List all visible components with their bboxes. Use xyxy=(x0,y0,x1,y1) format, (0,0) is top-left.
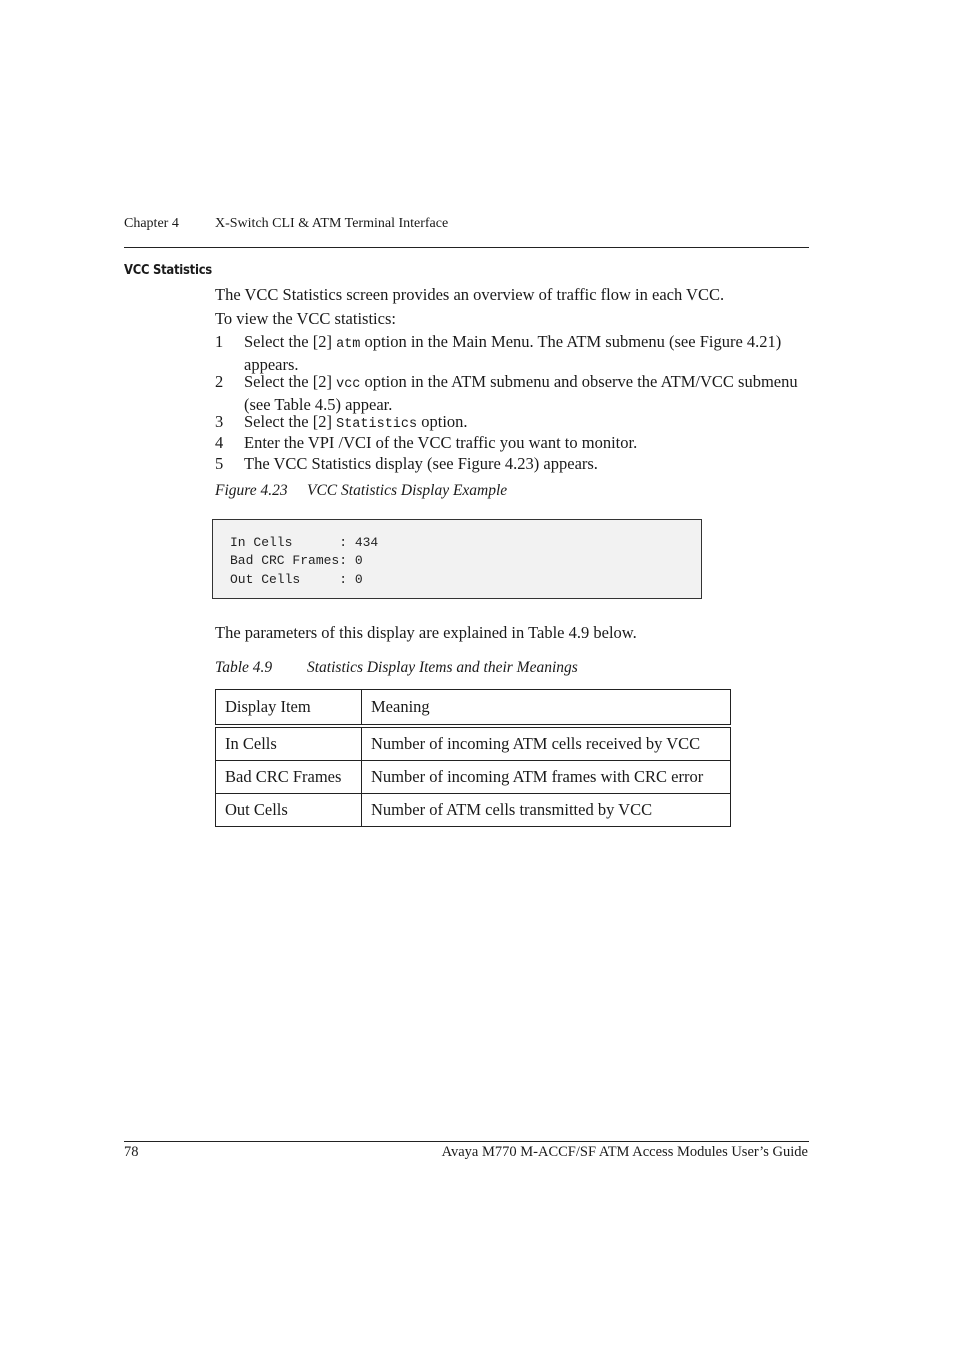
chapter-label: Chapter 4 xyxy=(124,216,179,231)
step-number: 5 xyxy=(215,454,224,473)
page-number: 78 xyxy=(124,1144,139,1160)
table-cell: Out Cells xyxy=(216,794,362,827)
table-row xyxy=(216,794,731,827)
header-divider xyxy=(124,247,809,248)
figure-caption xyxy=(215,482,507,500)
table-row xyxy=(216,726,731,761)
step-text: Select the [2] vcc option in the ATM submenu and observe the ATM/VCC submenu (see Table 4.5) appear. xyxy=(244,372,798,414)
step-number: 2 xyxy=(215,372,224,391)
column-header: Meaning xyxy=(362,690,731,727)
figure-number: Figure 4.23 xyxy=(215,482,288,499)
terminal-line: Bad CRC Frames: 0 xyxy=(230,553,363,568)
step-text: The VCC Statistics display (see Figure 4.23) appears. xyxy=(244,454,598,473)
table-number: Table 4.9 xyxy=(215,659,273,676)
table-row xyxy=(216,761,731,794)
code-statistics: Statistics xyxy=(336,417,418,432)
step-number: 3 xyxy=(215,412,224,431)
step-text: Select the [2] Statistics option. xyxy=(244,412,468,432)
table-caption xyxy=(215,659,578,677)
table-cell: Number of incoming ATM frames with CRC error xyxy=(362,761,731,794)
lead-paragraph: To view the VCC statistics: xyxy=(215,309,396,328)
terminal-line: Out Cells : 0 xyxy=(230,572,363,587)
table-header-row xyxy=(216,690,731,727)
footer-divider xyxy=(124,1141,809,1142)
step-text: Select the [2] atm option in the Main Menu. The ATM submenu (see Figure 4.21) appears. xyxy=(244,332,782,374)
table-cell: In Cells xyxy=(216,726,362,761)
table-cell: Bad CRC Frames xyxy=(216,761,362,794)
explain-paragraph: The parameters of this display are explained in Table 4.9 below. xyxy=(215,623,637,642)
figure-title: VCC Statistics Display Example xyxy=(307,482,508,499)
intro-paragraph: The VCC Statistics screen provides an overview of traffic flow in each VCC. xyxy=(215,285,725,304)
code-vcc: vcc xyxy=(336,377,361,392)
terminal-display xyxy=(212,519,702,599)
table-cell: Number of ATM cells transmitted by VCC xyxy=(362,794,731,827)
column-header: Display Item xyxy=(216,690,362,727)
terminal-line: In Cells : 434 xyxy=(230,535,379,550)
step-text: Enter the VPI /VCI of the VCC traffic you want to monitor. xyxy=(244,433,638,452)
step-number: 1 xyxy=(215,332,224,351)
chapter-title: X-Switch CLI & ATM Terminal Interface xyxy=(215,216,449,231)
step-number: 4 xyxy=(215,433,224,452)
code-atm: atm xyxy=(336,337,361,352)
table-cell: Number of incoming ATM cells received by VCC xyxy=(362,726,731,761)
section-heading: VCC Statistics xyxy=(124,262,212,278)
guide-title: Avaya M770 M-ACCF/SF ATM Access Modules User’s Guide xyxy=(441,1144,808,1160)
table-title: Statistics Display Items and their Meanings xyxy=(307,659,578,676)
statistics-table xyxy=(215,689,731,827)
